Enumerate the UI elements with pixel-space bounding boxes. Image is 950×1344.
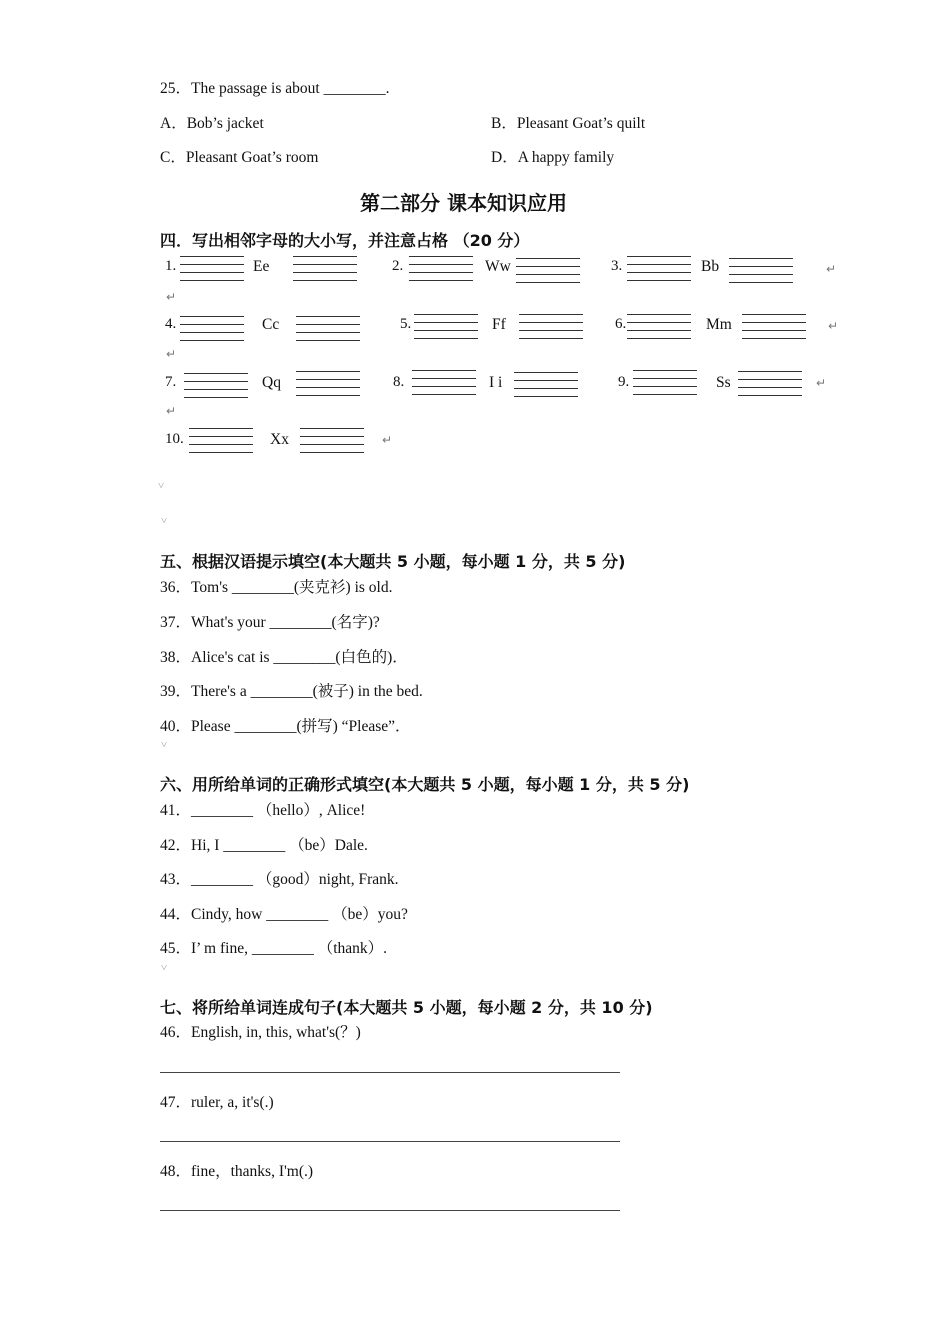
grid-item-num: 10. xyxy=(165,431,184,447)
grid-item-letter: Cc xyxy=(262,316,280,333)
answer-line[interactable] xyxy=(160,1210,620,1211)
return-mark: ↵ xyxy=(816,376,827,390)
grid-item-num: 8. xyxy=(393,374,405,390)
grid-item-letter: Bb xyxy=(701,258,720,275)
sec6-item: 43．________ （good）night, Frank. xyxy=(160,871,399,888)
part2-title: 第二部分 课本知识应用 xyxy=(360,191,567,215)
sec5-item: 39．There's a ________(被子) in the bed. xyxy=(160,683,423,700)
grid-item-num: 9. xyxy=(618,374,630,390)
answer-line[interactable] xyxy=(160,1141,620,1142)
grid-item-letter: I i xyxy=(489,374,503,391)
writing-lines[interactable] xyxy=(412,370,476,395)
writing-lines[interactable] xyxy=(180,316,244,341)
paragraph-mark: ˅ xyxy=(158,480,165,492)
grid-item-letter: Xx xyxy=(270,431,289,448)
sec6-item: 45．I’ m fine, ________ （thank）. xyxy=(160,940,388,957)
sec5-item: 37．What's your ________(名字)? xyxy=(160,614,380,631)
paragraph-mark: ˅ xyxy=(161,962,168,974)
grid-item-num: 6. xyxy=(615,316,627,332)
q25-option-c: C．Pleasant Goat’s room xyxy=(160,149,319,166)
sec5-item: 36．Tom's ________(夹克衫) is old. xyxy=(160,579,393,596)
return-mark: ↵ xyxy=(382,433,393,447)
sec6-item: 41．________ （hello）, Alice! xyxy=(160,802,366,819)
writing-lines[interactable] xyxy=(633,370,697,395)
writing-lines[interactable] xyxy=(189,428,253,453)
q25-option-a: A．Bob’s jacket xyxy=(160,115,264,132)
grid-item-letter: Mm xyxy=(706,316,732,333)
sec6-title: 六、用所给单词的正确形式填空(本大题共 5 小题，每小题 1 分，共 5 分) xyxy=(160,775,690,794)
grid-item-num: 3. xyxy=(611,258,623,274)
writing-lines[interactable] xyxy=(627,314,691,339)
sec7-item: 46．English, in, this, what's(？) xyxy=(160,1024,361,1041)
writing-lines[interactable] xyxy=(414,314,478,339)
q25-option-b: B．Pleasant Goat’s quilt xyxy=(491,115,646,132)
writing-lines[interactable] xyxy=(519,314,583,339)
grid-item-num: 5. xyxy=(400,316,412,332)
writing-lines[interactable] xyxy=(729,258,793,283)
grid-item-letter: Ee xyxy=(253,258,270,275)
sec6-item: 42．Hi, I ________ （be）Dale. xyxy=(160,837,368,854)
writing-lines[interactable] xyxy=(293,256,357,281)
sec5-title: 五、根据汉语提示填空(本大题共 5 小题，每小题 1 分，共 5 分) xyxy=(160,552,626,571)
writing-lines[interactable] xyxy=(296,371,360,396)
sec7-title: 七、将所给单词连成句子(本大题共 5 小题，每小题 2 分，共 10 分) xyxy=(160,998,653,1017)
answer-line[interactable] xyxy=(160,1072,620,1073)
grid-item-letter: Ww xyxy=(485,258,511,275)
writing-lines[interactable] xyxy=(296,316,360,341)
grid-item-letter: Qq xyxy=(262,374,281,391)
writing-lines[interactable] xyxy=(514,372,578,397)
paragraph-mark: ˅ xyxy=(161,515,168,527)
writing-lines[interactable] xyxy=(409,256,473,281)
paragraph-mark: ˅ xyxy=(161,739,168,751)
grid-item-num: 4. xyxy=(165,316,177,332)
writing-lines[interactable] xyxy=(180,256,244,281)
return-mark: ↵ xyxy=(166,347,177,361)
writing-lines[interactable] xyxy=(300,428,364,453)
return-mark: ↵ xyxy=(828,319,839,333)
sec5-item: 38．Alice's cat is ________(白色的)． xyxy=(160,649,408,666)
sec7-item: 47．ruler, a, it's(.) xyxy=(160,1094,274,1111)
writing-lines[interactable] xyxy=(184,373,248,398)
q25-option-d: D．A happy family xyxy=(491,149,615,166)
grid-item-letter: Ff xyxy=(492,316,506,333)
sec7-item: 48．fine，thanks, I'm(.) xyxy=(160,1163,314,1180)
grid-item-num: 2. xyxy=(392,258,404,274)
grid-item-num: 7. xyxy=(165,374,177,390)
sec6-item: 44．Cindy, how ________ （be）you? xyxy=(160,906,408,923)
writing-lines[interactable] xyxy=(627,256,691,281)
writing-lines[interactable] xyxy=(516,258,580,283)
sec4-title: 四．写出相邻字母的大小写，并注意占格 （20 分） xyxy=(160,231,530,250)
sec5-item: 40．Please ________(拼写) “Please”． xyxy=(160,718,411,735)
return-mark: ↵ xyxy=(166,404,177,418)
return-mark: ↵ xyxy=(826,262,837,276)
q25-stem: 25．The passage is about ________. xyxy=(160,80,390,97)
writing-lines[interactable] xyxy=(738,371,802,396)
grid-item-letter: Ss xyxy=(716,374,731,391)
return-mark: ↵ xyxy=(166,290,177,304)
writing-lines[interactable] xyxy=(742,314,806,339)
grid-item-num: 1. xyxy=(165,258,177,274)
